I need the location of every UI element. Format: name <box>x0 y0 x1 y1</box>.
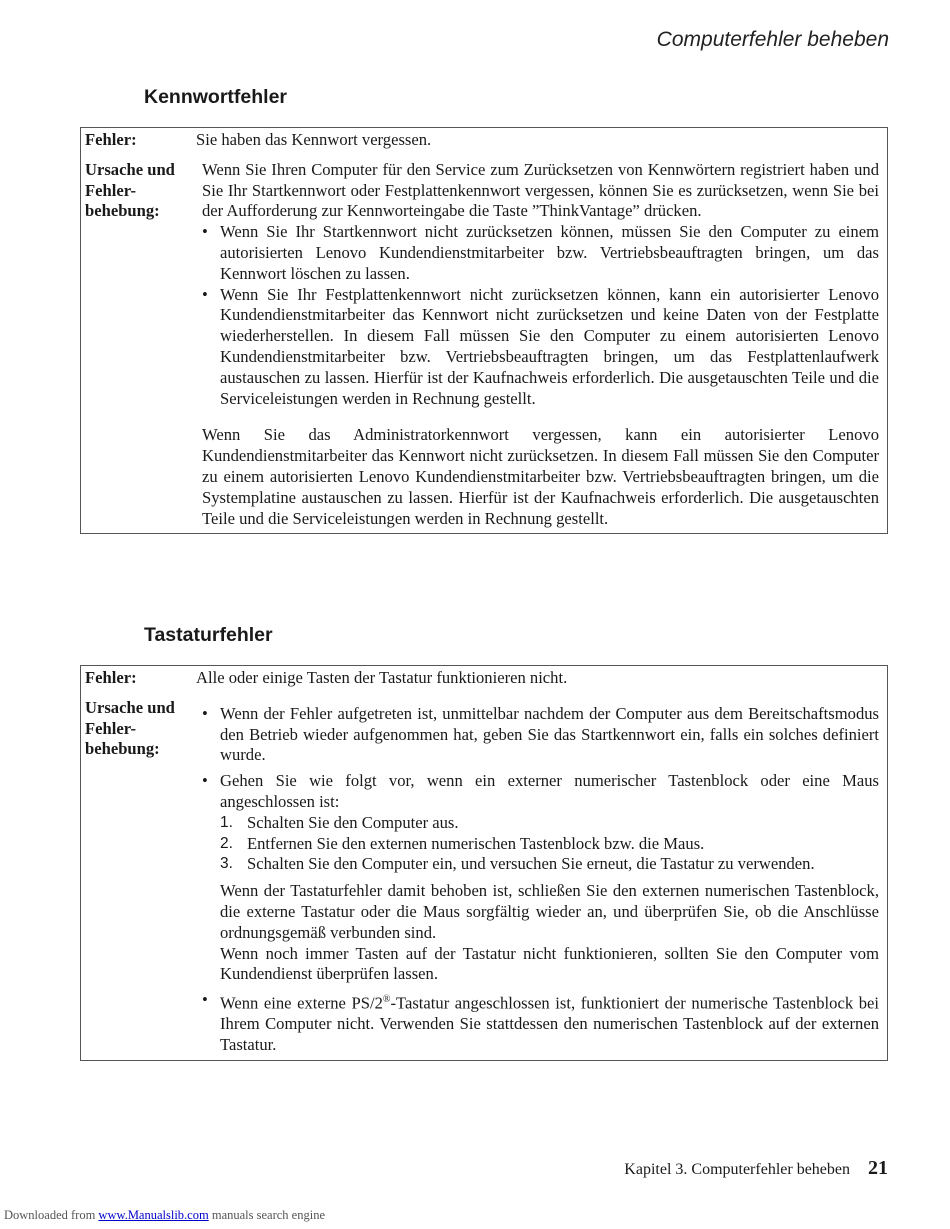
page-number: 21 <box>868 1157 888 1179</box>
step-text: Entfernen Sie den externen numerischen Tastenblock bzw. die Maus. <box>247 833 705 853</box>
fehler-text: Alle oder einige Tasten der Tastatur funktionieren nicht. <box>196 668 568 687</box>
step-text: Schalten Sie den Computer ein, und versuchen Sie erneut, die Tastatur zu verwenden. <box>247 854 815 874</box>
download-suffix: manuals search engine <box>211 1208 325 1222</box>
ursache-label: Ursache und Fehler-behebung: <box>85 159 175 221</box>
bullet3-post: -Tastatur angeschlossen ist, funktioniert der numerische Tastenblock bei Ihrem Computer nicht. Verwenden Sie stattdessen den numerischen Tastenblock auf der externen Tastatur. <box>220 993 879 1055</box>
step-number: 3. <box>220 855 233 873</box>
bullet-text <box>220 990 879 1056</box>
section-title-kennwortfehler: Kennwortfehler <box>144 86 288 108</box>
kennwortfehler-table <box>80 127 888 534</box>
admin-paragraph: Wenn Sie das Administratorkennwort vergessen, kann ein autorisierter Lenovo Kundendienstmitarbeiter das Kennwort nicht zurücksetzen. In diesem Fall müssen Sie den Computer zu einem autorisierten Lenovo Kundendienstmitarbeiter bzw. Vertriebsbeauftragten bringen, um die Systemplatine austauschen zu lassen. Hierfür ist der Kaufnachweis erforderlich. Die ausgetauschten Teile und die Serviceleistungen werden in Rechnung gestellt. <box>202 425 879 528</box>
running-head: Computerfehler beheben <box>656 28 889 51</box>
numbered-step <box>220 854 879 875</box>
manualslib-link[interactable]: www.Manualslib.com <box>98 1208 209 1222</box>
list-item <box>202 771 879 985</box>
list-item <box>202 990 879 1056</box>
bullet-icon: • <box>202 990 208 1010</box>
bullet-text: Wenn Sie Ihr Startkennwort nicht zurücksetzen können, müssen Sie den Computer zu einem autorisierten Lenovo Kundendienstmitarbeiter bzw. Vertriebsbeauftragten bringen, um das Kennwort löschen zu lassen. <box>220 222 879 283</box>
numbered-step <box>220 813 879 834</box>
after-steps-paragraph: Wenn noch immer Tasten auf der Tastatur nicht funktionieren, sollten Sie den Computer vom Kundendienst überprüfen lassen. <box>220 943 879 984</box>
ursache-row <box>81 698 887 1056</box>
bullet-icon: • <box>202 222 208 242</box>
list-item <box>202 222 879 284</box>
tastaturfehler-table <box>80 665 888 1061</box>
footer-chapter: Kapitel 3. Computerfehler beheben <box>624 1161 850 1178</box>
bullet3-pre: Wenn eine externe PS/2 <box>220 993 383 1013</box>
fehler-row <box>81 130 887 151</box>
step-text: Schalten Sie den Computer aus. <box>247 812 459 832</box>
list-item <box>202 704 879 766</box>
step-number: 1. <box>220 813 233 831</box>
fehler-label: Fehler: <box>85 130 137 149</box>
bullet-text: Wenn Sie Ihr Festplattenkennwort nicht zurücksetzen können, kann ein autorisierter Lenovo Kundendienstmitarbeiter das Kennwort nicht zurücksetzen und keine Daten von der Festplatte wiederherstellen. In diesem Fall müssen Sie den Computer zu einem autorisierten Lenovo Kundendienstmitarbeiter bzw. Vertriebsbeauftragten bringen, um das Festplattenlaufwerk austauschen zu lassen. Hierfür ist der Kaufnachweis erforderlich. Die ausgetauschten Teile und die Serviceleistungen werden in Rechnung gestellt. <box>220 284 879 408</box>
page-footer <box>624 1157 888 1180</box>
ursache-content <box>202 160 887 530</box>
bullet-content <box>220 771 879 985</box>
list-item <box>202 285 879 410</box>
fehler-text: Sie haben das Kennwort vergessen. <box>196 130 432 149</box>
bullet-icon: • <box>202 284 208 304</box>
intro-paragraph: Wenn Sie Ihren Computer für den Service zum Zurücksetzen von Kennwörtern registriert haben und Sie Ihr Startkennwort oder Festplattenkennwort vergessen, können Sie es zurücksetzen, wenn Sie bei der Aufforderung zur Kennworteingabe die Taste ”ThinkVantage” drücken. <box>202 159 879 221</box>
bullet-intro: Gehen Sie wie folgt vor, wenn ein externer numerischer Tastenblock oder eine Maus angeschlossen ist: <box>220 771 879 811</box>
after-steps-paragraph: Wenn der Tastaturfehler damit behoben ist, schließen Sie den externen numerischen Tastenblock, die externe Tastatur oder die Maus sorgfältig wieder an, und überprüfen Sie, ob die Anschlüsse ordnungsgemäß verbunden sind. <box>220 881 879 942</box>
ursache-content <box>202 698 887 1056</box>
download-prefix: Downloaded from <box>4 1208 96 1222</box>
numbered-step <box>220 834 879 855</box>
section-title-tastaturfehler: Tastaturfehler <box>144 624 273 646</box>
registered-mark: ® <box>382 994 391 1006</box>
bullet-icon: • <box>202 771 208 791</box>
step-number: 2. <box>220 834 233 852</box>
fehler-label: Fehler: <box>85 668 137 687</box>
bullet-icon: • <box>202 703 208 723</box>
download-note <box>4 1208 325 1223</box>
ursache-label: Ursache und Fehler-behebung: <box>85 697 175 759</box>
ursache-row <box>81 160 887 530</box>
bullet-text: Wenn der Fehler aufgetreten ist, unmittelbar nachdem der Computer aus dem Bereitschaftsmodus den Betrieb wieder aufgenommen hat, geben Sie das Startkennwort ein, falls ein solches definiert wurde. <box>220 703 879 765</box>
fehler-row <box>81 668 887 689</box>
